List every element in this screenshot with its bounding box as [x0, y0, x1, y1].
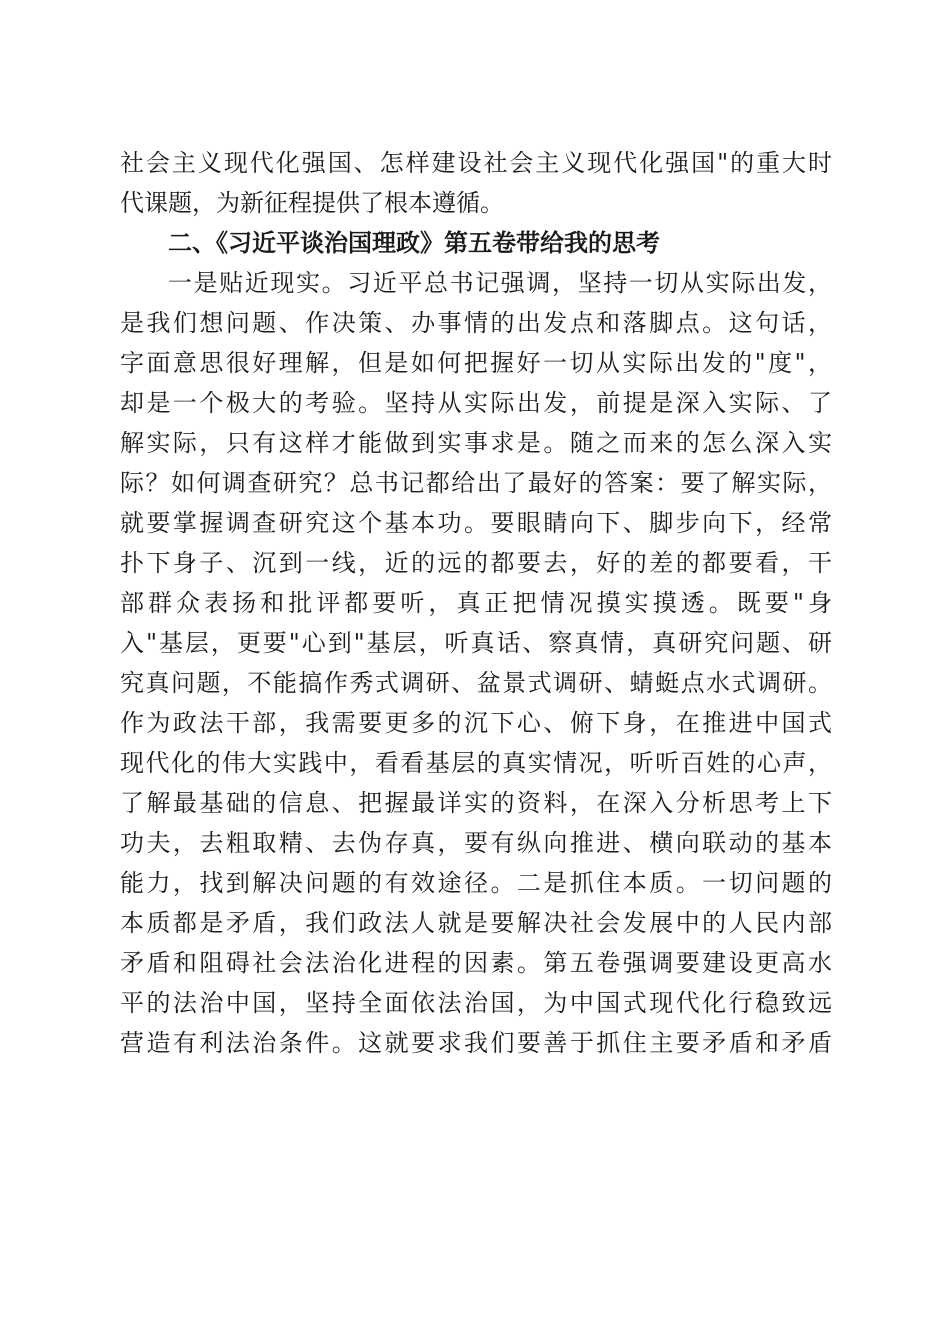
body-line-14: 了解最基础的信息、把握最详实的资料，在深入分析思考上下 — [120, 789, 832, 817]
body-line-5: 解实际，只有这样才能做到实事求是。随之而来的怎么深入实 — [120, 429, 832, 457]
intro-line-1: 社会主义现代化强国、怎样建设社会主义现代化强国"的重大时 — [120, 149, 832, 177]
section-heading: 二、《习近平谈治国理政》第五卷带给我的思考 — [168, 229, 660, 257]
body-line-12: 作为政法干部，我需要更多的沉下心、俯下身，在推进中国式 — [120, 709, 832, 737]
body-line-4: 却是一个极大的考验。坚持从实际出发，前提是深入实际、了 — [120, 389, 832, 417]
body-line-19: 平的法治中国，坚持全面依法治国，为中国式现代化行稳致远 — [120, 989, 832, 1017]
body-line-11: 究真问题，不能搞作秀式调研、盆景式调研、蜻蜓点水式调研。 — [120, 669, 832, 697]
body-line-3: 字面意思很好理解，但是如何把握好一切从实际出发的"度"， — [120, 349, 832, 377]
body-line-7: 就要掌握调查研究这个基本功。要眼睛向下、脚步向下，经常 — [120, 509, 832, 537]
body-line-10: 入"基层，更要"心到"基层，听真话、察真情，真研究问题、研 — [120, 629, 832, 657]
body-line-2: 是我们想问题、作决策、办事情的出发点和落脚点。这句话， — [120, 309, 832, 337]
body-line-17: 本质都是矛盾，我们政法人就是要解决社会发展中的人民内部 — [120, 909, 832, 937]
intro-line-2: 代课题，为新征程提供了根本遵循。 — [120, 189, 504, 217]
body-line-20: 营造有利法治条件。这就要求我们要善于抓住主要矛盾和矛盾 — [120, 1029, 832, 1057]
body-line-1: 一是贴近现实。习近平总书记强调，坚持一切从实际出发， — [168, 269, 832, 297]
body-line-8: 扑下身子、沉到一线，近的远的都要去，好的差的都要看，干 — [120, 549, 832, 577]
body-line-13: 现代化的伟大实践中，看看基层的真实情况，听听百姓的心声， — [120, 749, 832, 777]
body-line-18: 矛盾和阻碍社会法治化进程的因素。第五卷强调要建设更高水 — [120, 949, 832, 977]
body-line-16: 能力，找到解决问题的有效途径。二是抓住本质。一切问题的 — [120, 869, 832, 897]
body-line-15: 功夫，去粗取精、去伪存真，要有纵向推进、横向联动的基本 — [120, 829, 832, 857]
body-line-9: 部群众表扬和批评都要听，真正把情况摸实摸透。既要"身 — [120, 589, 832, 617]
body-line-6: 际？如何调查研究？总书记都给出了最好的答案：要了解实际， — [120, 469, 832, 497]
